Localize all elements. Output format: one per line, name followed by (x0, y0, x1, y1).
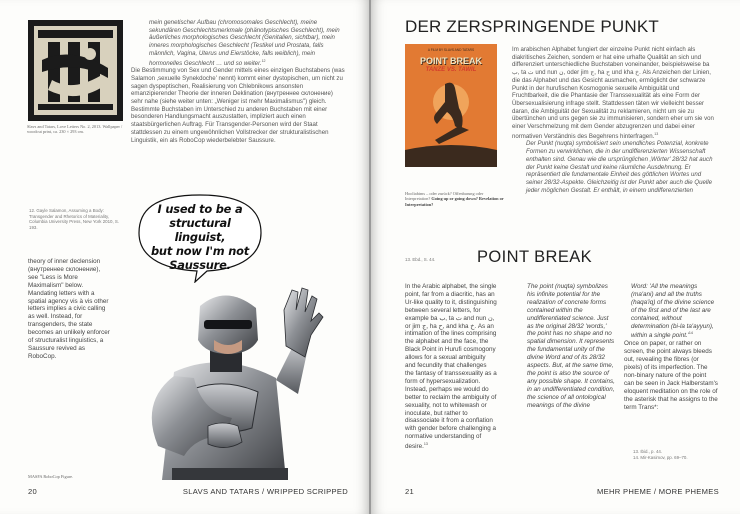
footnote-ref-13: 13 (654, 131, 659, 136)
footnote-13: 13. Ibid., p. 44. (633, 449, 663, 454)
speech-bubble (137, 193, 263, 283)
column-3-quote: Word: 'All the meanings (ma'ani) and all the truths (haqa'iq) of the divine science of the first and of the last are contained, without determination (bi-la ta'ayyun), within a single point.' (631, 283, 715, 340)
column-3-text: Once on paper, or rather on screen, the point always bleeds out, revealing the fibres (or pixels) of its imperfection. The non-binary nature of the point can be seen in Jack Halberstam's eloquent meditation on the role of the asterisk that he assigns to the term Trans*: (624, 340, 718, 411)
footnote-14: 14. Mir-Kasimov, pp. 69–70. (633, 454, 688, 460)
german-italic-right: Der Punkt (nuqta) symbolisiert sein unendliches Potenzial, konkrete Formen zu verwirklichen, die in der undifferenzierten Wissenschaft enthalten sind. Genau wie die ursprünglichen ‚Wörter' 28/32 hat auch der Punkt keine Gestalt und keine räumliche Ausdehnung. Er repräsentiert die fundamentale Einheit des göttlichen Wortes und seiner 28/32-Aspekte. Gleichzeitig ist der Punkt aber auch die Quelle jeder möglichen Gestalt. Er enthält, in einem undifferenzierten (526, 140, 713, 194)
english-column-2: The point (nuqta) symbolizes his infinite potential for the realization of concrete forms contained within the undifferentiated science. Just as the original 28/32 'words,' the point has no shape and no spatial dimension. It represents the fundamental unity of the divine Word and of its 28/32 aspects. But, at the same time, the point is also the source of any possible shape. It contains, in an undifferentiated condition, the science of all ontological meanings of the divine (527, 283, 615, 409)
bubble-line-1: I used to be a (157, 202, 243, 216)
bubble-line-2: structural linguist, (169, 216, 231, 244)
footnote-left: 12. Gayle Salamon, Assuming a Body: Transgender and Rhetorics of Materiality, Columbia University Press, New York 2010, S. 193. (29, 208, 120, 230)
robocop-figure (112, 276, 344, 480)
german-main-right: Im arabischen Alphabet fungiert der einzelne Punkt nicht einfach als diakritisches Zeichen, sondern er hat eine urhafte Qualität an sich und differenziert unterschiedliche Buchstaben voneinander, beispielsweise ba ب, ta ت und nun ن, oder jim ج, ha ح und kha خ. Als Anzeichen der Linien, die das Alphabet und das Gesicht ausmachen, ermöglicht der schwarze Punkt in der hurufischen Kosmogonie sexuelle Ambiguität und Fruchtbarkeit, die die Phantasie der Transsexualität als eine Form der Übersexualisierung infrage stellt. Stattdessen täten wir vielleicht besser daran, die Ambiguität der Sexualität zu reklamieren, nicht um sie zu übertünchen und uns gegen sie zu immunisieren, sondern eher um sie von einer Verschmelzung mit dem Gender abzugrenzen und dabei einer normativen Verständnis des Begehrens hinterfragen. (512, 46, 714, 140)
english-column-3 (624, 283, 718, 412)
artwork-caption: Slavs and Tatars, Love Letters No. 2, 2013. Wallpaper / woodcut print, ca. 230 × 293 cm. (27, 124, 123, 135)
poster-top-text: A FILM BY SLAVS AND TATARS (427, 48, 475, 52)
english-text-left: theory of inner declension (внутреннее склонение), see "Less is More Maximalism" below. Mandating letters with a spatial agency vis à vis other letters implies a civic calling as well. Instead, for transgenders, the state becomes an unlikely enforcer of structuralist linguistics, a Saussure revived as RoboCop. (28, 258, 110, 360)
footnotes-right-bottom (633, 449, 713, 460)
column-1-ref: 13 (423, 442, 428, 447)
poster-title: POINT BREAK (419, 56, 482, 66)
page-number-left: 20 (28, 487, 38, 496)
poster-caption-german: Hooliabims – oder zurück? Offenbarung oder Interpretation? (405, 191, 484, 202)
english-column-1 (405, 283, 497, 451)
running-footer-left: SLAVS AND TATARS / WRIPPED SCRIPPED (182, 487, 348, 496)
film-poster (405, 44, 497, 167)
german-text-left (131, 19, 345, 144)
german-main-paragraph: Die Bestimmung von Sex und Gender mittels eines einzigen Buchstabens (was Salamon ‚sexuelle Synekdoche' nennt) kommt einer dystopischen, um nicht zu sagen dyspeptischen, Realisierung von Chlebnikows ansonsten emanzipierender Theorie der inneren Deklination (внутреннее склонение) sehr nahe (siehe weiter unten: „Weniger ist mehr Maximalismus") gleich. Bestimmte Buchstaben im Unterschied zu anderen Buchstaben mit einer besonderen Handlungsmacht auszustatten, impliziert auch einen staatsbürgerlichen Auftrag. Für Transgender-Personen wird der Staat stattdessen zu einem ungewöhnlichen Vollstrecker der strukturalistischen Linguistik, ein als RoboCop wiederbelebter Saussure. (131, 67, 345, 144)
bubble-line-4: Saussure. (169, 258, 231, 272)
poster-silhouette (405, 44, 497, 167)
footnote-ref: 12 (261, 58, 266, 63)
right-page (371, 0, 740, 514)
poster-caption (405, 191, 505, 207)
page-number-right: 21 (405, 487, 415, 496)
heading-german: DER ZERSPRINGENDE PUNKT (405, 17, 659, 36)
woodcut-artwork (28, 20, 123, 121)
german-text-right (512, 46, 718, 194)
bubble-line-3: but now I'm not (150, 244, 250, 258)
running-footer-right: MEHR PHEME / MORE PHEMES (597, 487, 719, 496)
poster-caption-english: Going up or going down? Revelation or Interpretation? (405, 196, 504, 207)
heading-english: POINT BREAK (477, 248, 593, 266)
figure-caption: MASFA RoboCop Figure. (28, 474, 74, 479)
poster-subtitle: TANZE VS. TAWIL (425, 67, 477, 73)
german-italic-quote: mein genetischer Aufbau (chromosomales Geschlecht), meine sekundären Geschlechtsmerkmale (phänotypisches Geschlecht), mein äußerliches morphologisches Geschlecht (Genitalien, sichtbar), mein inneres morphologisches Geschlecht (Testikel und Prostata, falls männlich, Vagina, Uterus und Eierstöcke, falls weiblich), mein hormonelles Geschlecht … und so weiter. (149, 19, 340, 67)
left-page (0, 0, 369, 514)
column-1-text: In the Arabic alphabet, the single point, far from a diacritic, has an Ur-like quality to it, distinguishing between several letters, for example ba ب, ta ت and nun ن, or jim ج, ha ح, and kha خ. As an intimation of the lines comprising the alphabet and the face, the Black Point in Hurufi cosmogony allows for a sexual ambiguity and fecundity that challenges the fantasy of transsexuality as a form of hypersexualization. Instead, perhaps we would do better to reclaim the ambiguity of sexuality, not to whitewash or inoculate, but rather to disassociate it from a conflation with gender before challenging a normative understanding of desire. (405, 283, 497, 451)
column-3-ref: 14 (688, 331, 693, 336)
footnote-right-top: 13. Ebd., S. 44. (405, 257, 436, 262)
